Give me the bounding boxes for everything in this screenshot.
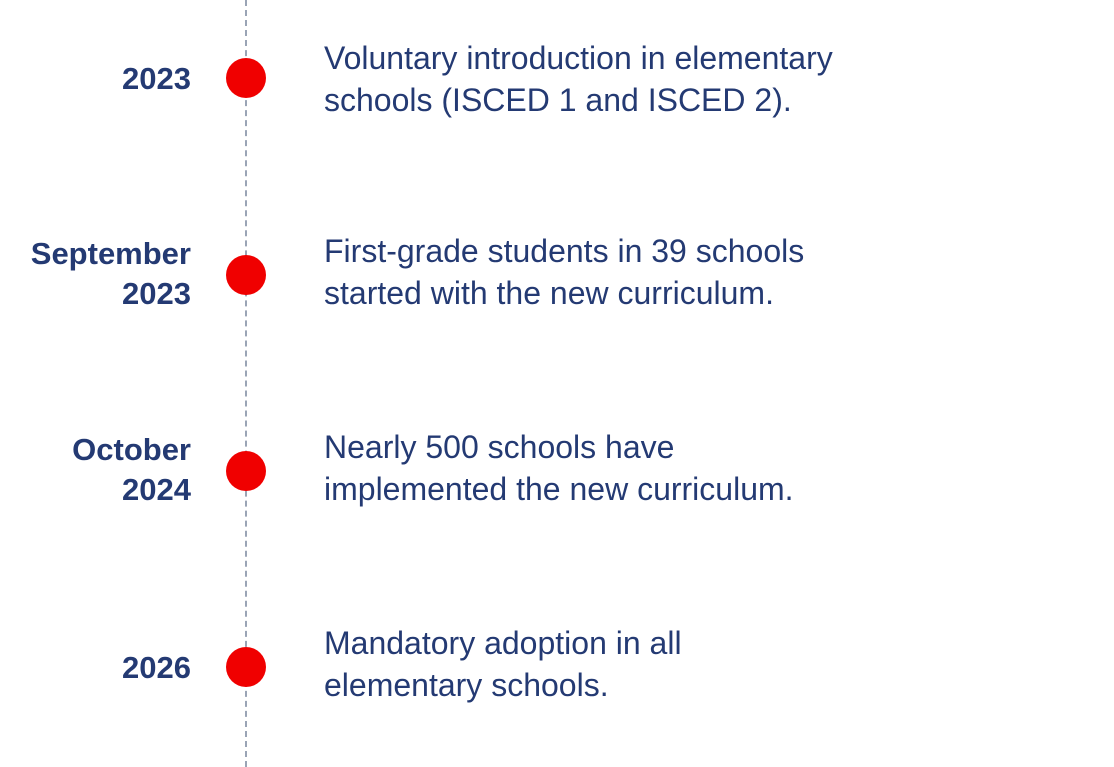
event-description: Mandatory adoption in all elementary schools. (324, 625, 682, 703)
event-marker-dot (226, 58, 266, 98)
event-marker-dot (226, 647, 266, 687)
event-date: October 2024 (72, 432, 191, 507)
event-description: Nearly 500 schools have implemented the new curriculum. (324, 429, 794, 507)
event-description: Voluntary introduction in elementary schools (ISCED 1 and ISCED 2). (324, 40, 833, 118)
event-date: 2026 (122, 650, 191, 685)
event-date: 2023 (122, 61, 191, 96)
event-description: First-grade students in 39 schools started with the new curriculum. (324, 233, 805, 311)
event-date: September 2023 (30, 236, 191, 311)
event-marker-dot (226, 255, 266, 295)
event-marker-dot (226, 451, 266, 491)
